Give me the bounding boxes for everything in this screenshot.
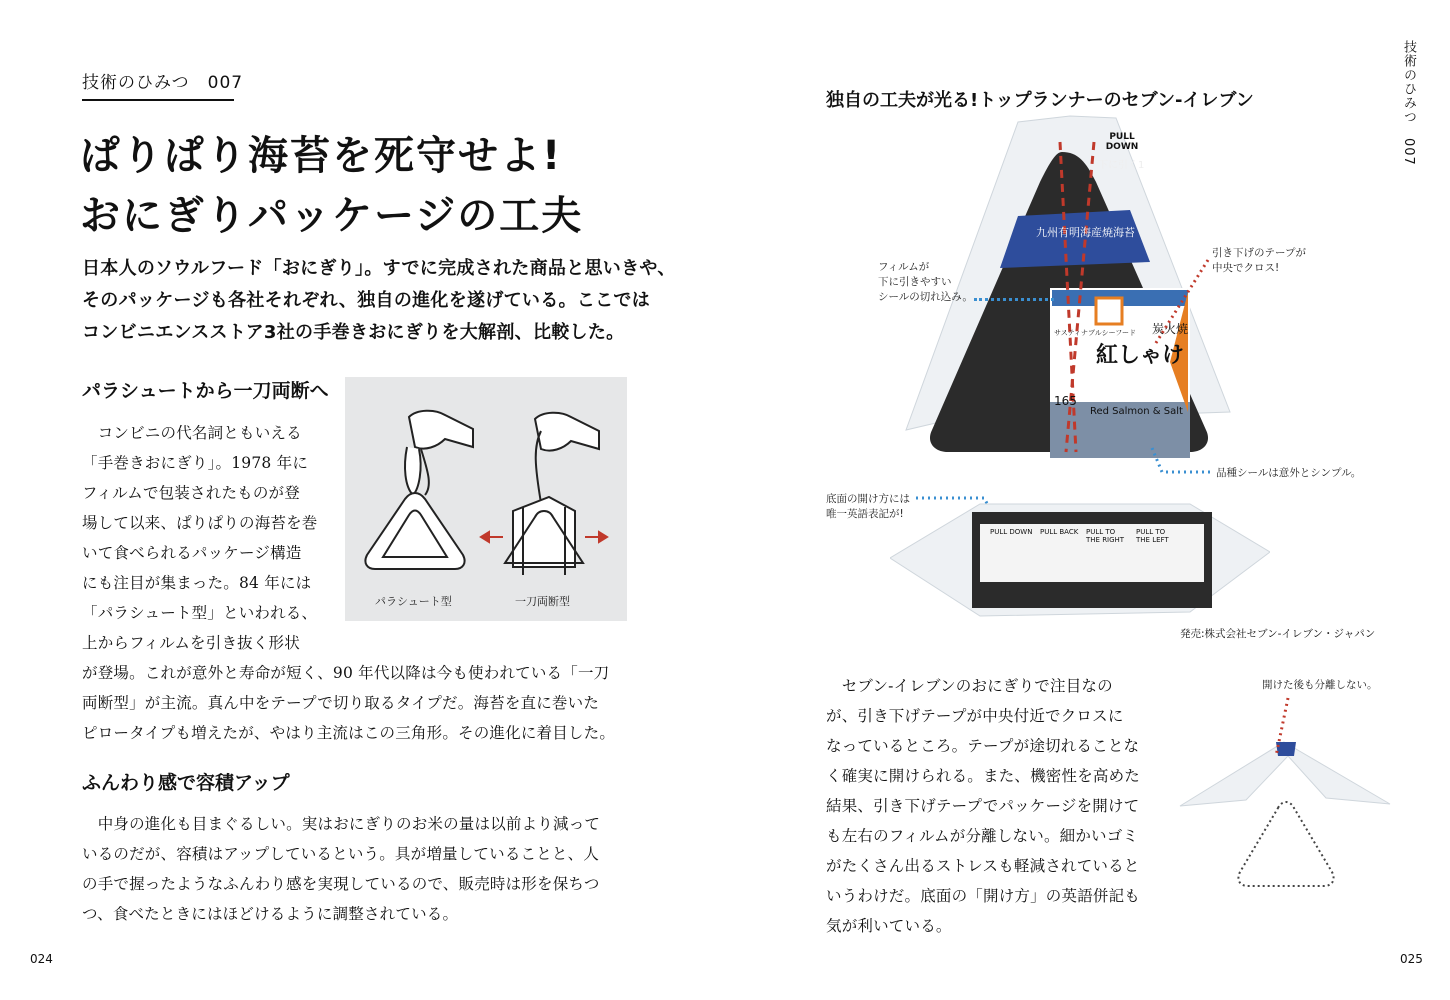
section1-line: 両断型」が主流。真ん中をテープで切り取るタイプだ。海苔を直に巻いた [82,694,600,712]
right-body-line: く確実に開けられる。また、機密性を高めた [826,767,1141,785]
charcoal-text: 炭火焼 [1152,322,1189,336]
parachute-type-drawing [365,411,473,569]
onigiri-bottom-photo [890,500,1270,620]
lead-line-3: コンビニエンスストア3社の手巻きおにぎりを大解剖、比較した。 [82,322,625,343]
opened-film-label [1276,742,1296,756]
section-label: 技術のひみつ 007 [82,73,244,93]
annotation-no-split: 開けた後も分離しない。 [1262,679,1378,691]
right-body-line: 結果、引き下げテープでパッケージを開けて [826,797,1140,815]
right-body-line: も左右のフィルムが分離しない。細かいゴミ [826,827,1139,845]
leader-film-notch [974,298,1054,301]
illustration-drawing [345,377,627,621]
price-text: 165 [1054,394,1077,408]
product-name: 紅しゃけ [1096,343,1185,368]
caption-parachute: パラシュート型 [375,595,452,608]
salmon-text: Red Salmon & Salt [1090,406,1183,417]
right-body-line: なっているところ。テープが途切れることな [826,737,1140,755]
section2-line: つ、食べたときにはほどけるように調整されている。 [82,905,459,923]
annotation-film-notch: フィルムが 下に引きやすい シールの切れ込み。 [878,261,973,303]
right-page-heading: 独自の工夫が光る!トップランナーのセブン-イレブン [826,90,1254,111]
section1-line: にも注目が集まった。84 年には [82,574,312,592]
instruction-step-1: PULL DOWN [990,528,1033,536]
section1-line: 場して以来、ぱりぱりの海苔を巻 [82,514,318,532]
publisher-credit: 発売:株式会社セブン-イレブン・ジャパン [1180,628,1376,640]
section1-line: が登場。これが意外と寿命が短く、90 年代以降は今も使われている「一刀 [82,664,610,682]
section2-heading: ふんわり感で容積アップ [82,772,290,794]
opened-onigiri-photo [1176,696,1396,896]
package-illustration [345,377,627,621]
right-body-line: がたくさん出るストレスも軽減されていると [826,857,1140,875]
instruction-step-4: PULL TO THE LEFT [1136,528,1169,544]
page-title-line-2: おにぎりパッケージの工夫 [80,193,584,239]
section2-line: いるのだが、容積はアップしているという。具が増量していることと、人 [82,845,600,863]
right-body-line: 気が利いている。 [826,917,952,935]
nori-band-text: 九州有明海産焼海苔 [1036,226,1135,239]
section1-line: ピロータイプも増えたが、やはり主流はこの三角形。その進化に着目した。 [82,724,616,742]
seven-eleven-logo [1096,298,1122,324]
leader-tape-cross [1150,258,1210,348]
section1-line: フィルムで包装されたものが登 [82,484,300,502]
section-underline [82,99,234,101]
right-body-line: セブン-イレブンのおにぎりで注目なの [826,677,1113,695]
lead-line-1: 日本人のソウルフード「おにぎり」。すでに完成された商品と思いきや、 [82,258,676,279]
section1-line: 上からフィルムを引き抜く形状 [82,634,300,652]
caption-one-cut: 一刀両断型 [515,595,570,608]
section1-heading: パラシュートから一刀両断へ [82,380,329,402]
section1-line: いて食べられるパッケージ構造 [82,544,302,562]
section1-line: 「パラシュート型」といわれる、 [82,604,318,622]
section1-line: 「手巻きおにぎり」。1978 年に [82,454,309,472]
removed-nori-outline [1238,802,1333,886]
one-cut-type-drawing [505,413,599,575]
lead-line-2: そのパッケージも各社それぞれ、独自の進化を遂げている。ここでは [82,290,651,311]
annotation-label-simple: 品種シールは意外とシンプル。 [1216,467,1362,479]
page-number-left: 024 [30,952,53,966]
leader-label-simple [1150,446,1214,476]
right-body-line: いうわけだ。底面の「開け方」の英語併記も [826,887,1141,905]
section1-line: コンビニの代名詞ともいえる [82,424,302,442]
sustainable-text: サスティナブルシーフード [1054,329,1137,337]
right-body-line: が、引き下げテープが中央付近でクロスに [826,707,1124,725]
annotation-english: 底面の開け方には 唯一英語表記が! [826,493,910,520]
page-title-line-1: ぱりぱり海苔を死守せよ! [80,133,563,179]
page-number-right: 025 [1400,952,1423,966]
section2-line: の手で握ったようなふんわり感を実現しているので、販売時は形を保ちつ [82,875,600,893]
instruction-step-3: PULL TO THE RIGHT [1086,528,1125,544]
section2-line: 中身の進化も目まぐるしい。実はおにぎりのお米の量は以前より減って [82,815,601,833]
pull-down-label: PULL DOWN [1105,132,1139,152]
annotation-tape-cross: 引き下げのテープが 中央でクロス! [1212,247,1306,274]
instruction-step-2: PULL BACK [1040,528,1079,536]
pull-down-ja-label: 下に引く1 [1098,160,1145,171]
running-head: 技術のひみつ 007 [1401,40,1416,166]
